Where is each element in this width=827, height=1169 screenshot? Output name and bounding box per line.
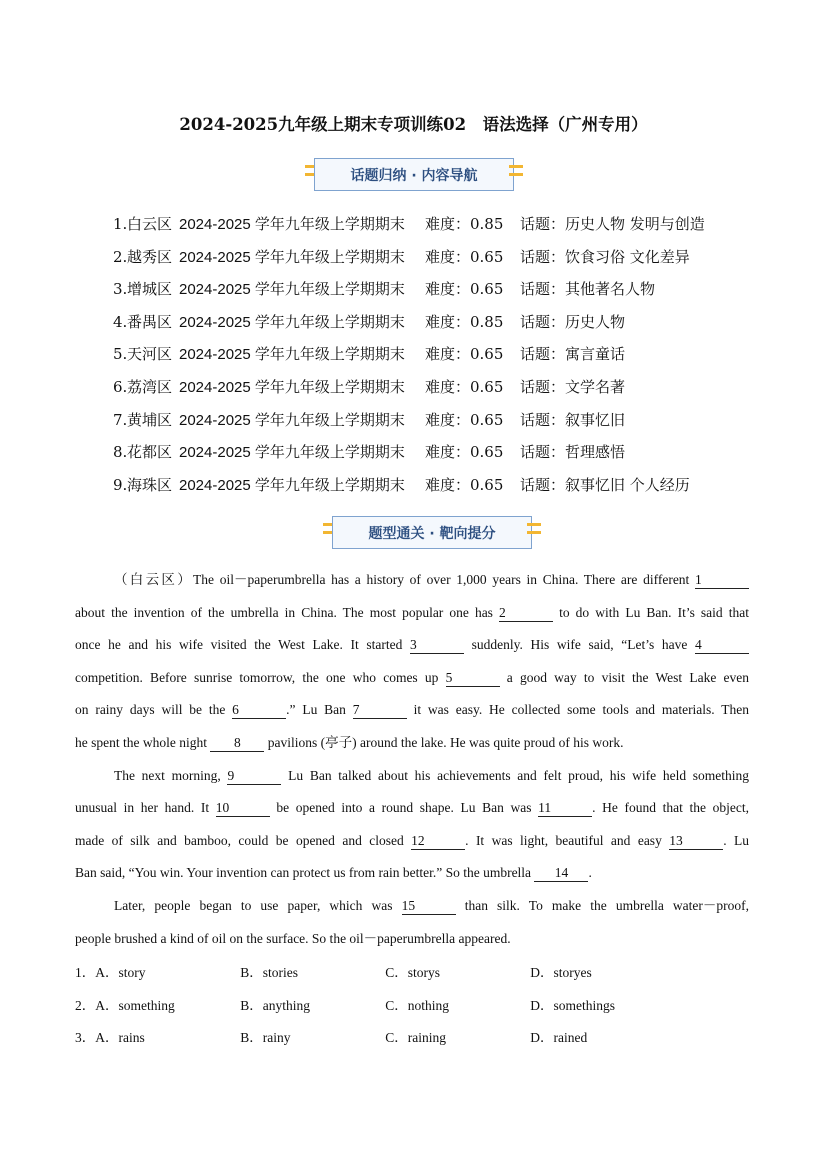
topic-list-item: 5.天河区 2024-2025 学年九年级上学期期末 难度：0.65 话题：寓言童话	[113, 345, 626, 364]
question-number: 1．	[75, 965, 96, 980]
banner-right-mark-icon	[509, 165, 523, 181]
topic-list-item: 4.番禺区 2024-2025 学年九年级上学期期末 难度：0.85 话题：历史人物	[113, 312, 626, 331]
cloze-passage	[75, 566, 749, 957]
blank-6[interactable]: 6	[232, 702, 286, 719]
topic-list-item: 6.荔湾区 2024-2025 学年九年级上学期期末 难度：0.65 话题：文学名著	[113, 377, 626, 396]
option-row	[75, 1024, 675, 1057]
blank-8[interactable]: 8	[210, 735, 264, 752]
blank-4[interactable]: 4	[695, 637, 749, 654]
option-b[interactable]: B．anything	[240, 997, 310, 1013]
blank-5[interactable]: 5	[446, 670, 500, 687]
blank-15[interactable]: 15	[402, 898, 456, 915]
blank-3[interactable]: 3	[410, 637, 464, 654]
topic-list-item: 7.黄埔区 2024-2025 学年九年级上学期期末 难度：0.65 话题：叙事忆旧	[113, 410, 626, 429]
topic-list	[113, 211, 793, 504]
blank-1[interactable]: 1	[695, 572, 749, 589]
passage-line: made of silk and bamboo, could be opened and closed 12 . It was light, beautiful and easy 13 . Lu	[75, 832, 750, 848]
option-a[interactable]: A．story	[95, 965, 146, 980]
blank-14[interactable]: 14	[534, 865, 588, 882]
page-title: 2024-2025九年级上期末专项训练02 语法选择（广州专用）	[179, 115, 648, 134]
option-a[interactable]: A．rains	[95, 1030, 145, 1045]
passage-line: Later, people began to use paper, which was 15 than silk. To make the umbrella water－proof,	[114, 897, 750, 913]
option-d[interactable]: D．rained	[530, 1030, 588, 1045]
blank-10[interactable]: 10	[216, 800, 270, 817]
option-row	[75, 959, 675, 992]
section-banner-navigation	[305, 157, 523, 193]
topic-list-item: 3.增城区 2024-2025 学年九年级上学期期末 难度：0.65 话题：其他著名人物	[113, 280, 656, 299]
passage-line: people brushed a kind of oil on the surface. So the oil－paperumbrella appeared.	[75, 930, 511, 946]
blank-12[interactable]: 12	[411, 833, 465, 850]
section-banner-practice	[323, 515, 541, 551]
topic-list-item: 1.白云区 2024-2025 学年九年级上学期期末 难度：0.85 话题：历史人物 发明与创造	[113, 215, 705, 233]
passage-line: on rainy days will be the 6 .” Lu Ban 7 it was easy. He collected some tools and materials. Then	[75, 702, 749, 718]
option-c[interactable]: C．storys	[385, 965, 441, 980]
option-b[interactable]: B．rainy	[240, 1030, 291, 1045]
passage-line: Ban said, “You win. Your invention can protect us from rain better.” So the umbrella 14 .	[75, 865, 592, 881]
passage-line: he spent the whole night 8 pavilions (亭子) around the lake. He was quite proud of his work.	[75, 734, 624, 750]
option-c[interactable]: C．nothing	[385, 997, 450, 1013]
option-b[interactable]: B．stories	[240, 965, 299, 980]
question-number: 2．	[75, 997, 96, 1013]
blank-9[interactable]: 9	[227, 768, 281, 785]
banner-label: 题型通关 · 靶向提分	[332, 516, 532, 549]
topic-list-item: 9.海珠区 2024-2025 学年九年级上学期期末 难度：0.65 话题：叙事忆旧 个人经历	[113, 475, 690, 494]
blank-11[interactable]: 11	[538, 800, 592, 817]
option-c[interactable]: C．raining	[385, 1030, 446, 1045]
question-number: 3．	[75, 1030, 96, 1045]
blank-13[interactable]: 13	[669, 833, 723, 850]
passage-line: competition. Before sunrise tomorrow, the one who comes up 5 a good way to visit the West Lake even	[75, 669, 749, 685]
passage-line: （白云区）The oil－paperumbrella has a history of over 1,000 years in China. There are different 1	[75, 566, 749, 599]
option-a[interactable]: A．something	[95, 997, 175, 1013]
passage-line: about the invention of the umbrella in China. The most popular one has 2 to do with Lu Ban. It’s said that	[75, 604, 749, 620]
answer-options	[75, 959, 675, 1057]
passage-line: once he and his wife visited the West Lake. It started 3 suddenly. His wife said, “Let’s have 4	[75, 631, 749, 664]
topic-list-item: 2.越秀区 2024-2025 学年九年级上学期期末 难度：0.65 话题：饮食习俗 文化差异	[113, 247, 690, 266]
blank-7[interactable]: 7	[353, 702, 407, 719]
option-row	[75, 992, 675, 1025]
option-d[interactable]: D．storyes	[530, 965, 592, 980]
banner-right-mark-icon	[527, 523, 541, 539]
passage-line: unusual in her hand. It 10 be opened into a round shape. Lu Ban was 11 . He found that the object,	[75, 800, 750, 816]
banner-label: 话题归纳 · 内容导航	[314, 158, 514, 191]
blank-2[interactable]: 2	[499, 605, 553, 622]
option-d[interactable]: D．somethings	[530, 997, 616, 1013]
passage-line: The next morning, 9 Lu Ban talked about his achievements and felt proud, his wife held something	[114, 767, 750, 783]
topic-list-item: 8.花都区 2024-2025 学年九年级上学期期末 难度：0.65 话题：哲理感悟	[113, 443, 626, 462]
